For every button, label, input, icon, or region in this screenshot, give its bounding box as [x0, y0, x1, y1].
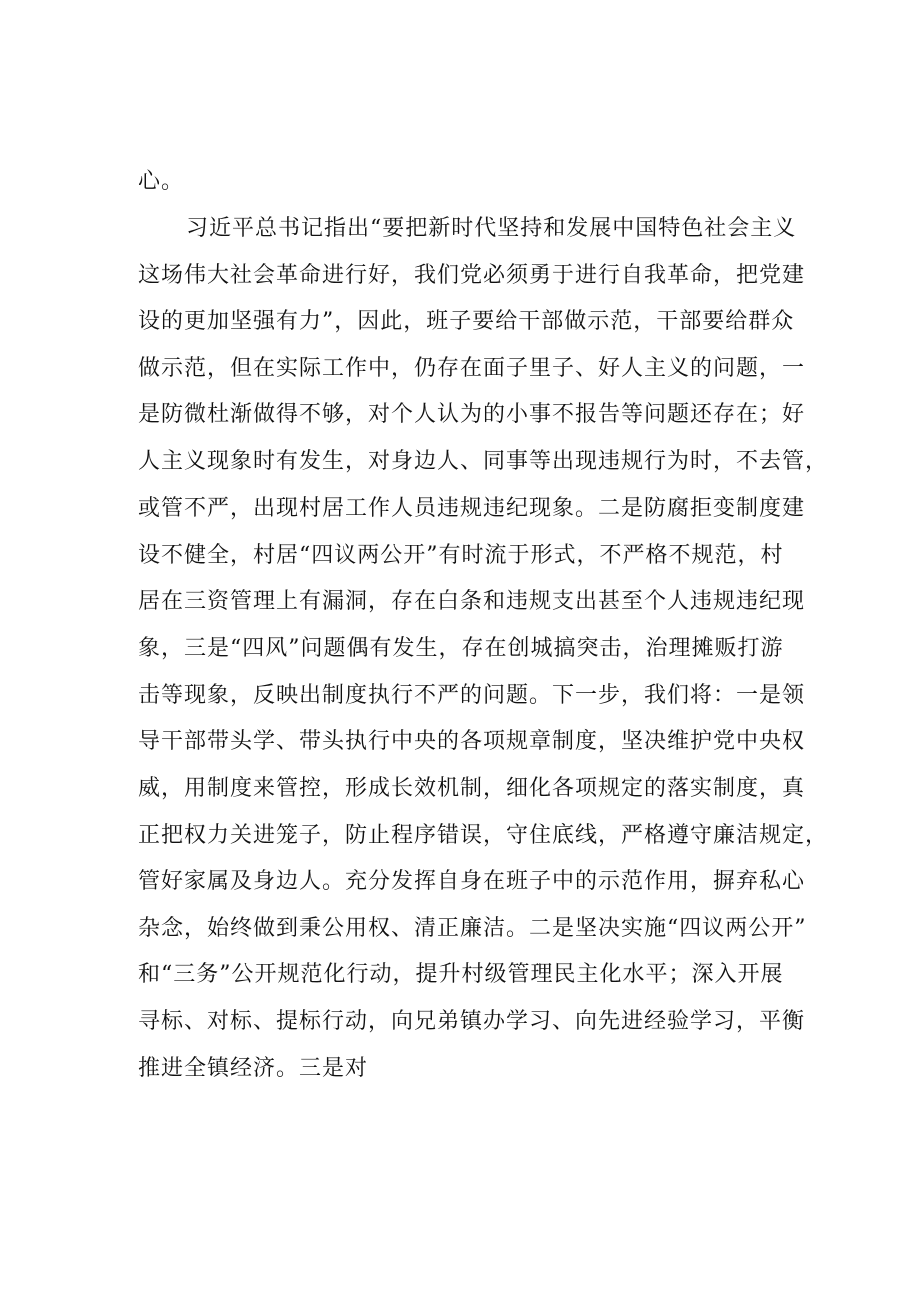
- text-line: 是防微杜渐做得不够，对个人认为的小事不报告等问题还存在；好: [138, 402, 806, 427]
- text-line: 正把权力关进笼子，防止程序错误，守住底线，严格遵守廉洁规定，: [138, 823, 829, 848]
- text-line: 心。: [138, 169, 185, 194]
- text-line: 推进全镇经济。三是对: [138, 1056, 369, 1081]
- text-line: 做示范，但在实际工作中，仍存在面子里子、好人主义的问题，一: [138, 356, 806, 381]
- text-line: 寻标、对标、提标行动，向兄弟镇办学习、向先进经验学习，平衡: [138, 1009, 806, 1034]
- text-line: 设的更加坚强有力”，因此，班子要给干部做示范，干部要给群众: [138, 309, 795, 334]
- text-line: 杂念，始终做到秉公用权、清正廉洁。二是坚决实施“四议两公开”: [138, 916, 807, 941]
- text-line: 这场伟大社会革命进行好，我们党必须勇于进行自我革命，把党建: [138, 263, 806, 288]
- text-line: 管好家属及身边人。充分发挥自身在班子中的示范作用，摒弃私心: [138, 869, 806, 894]
- text-line: 居在三资管理上有漏洞，存在白条和违规支出甚至个人违规违纪现: [138, 589, 806, 614]
- text-line: 或管不严，出现村居工作人员违规违纪现象。二是防腐拒变制度建: [138, 496, 806, 521]
- text-line: 设不健全，村居“四议两公开”有时流于形式，不严格不规范，村: [138, 543, 784, 568]
- text-line: 击等现象，反映出制度执行不严的问题。下一步，我们将：一是领: [138, 683, 806, 708]
- text-line: 人主义现象时有发生，对身边人、同事等出现违规行为时，不去管，: [138, 449, 829, 474]
- text-line: 象，三是“四风”问题偶有发生，存在创城搞突击，治理摊贩打游: [138, 636, 784, 661]
- text-line: 习近平总书记指出“要把新时代坚持和发展中国特色社会主义: [186, 216, 797, 241]
- text-line: 导干部带头学、带头执行中央的各项规章制度，坚决维护党中央权: [138, 729, 806, 754]
- text-line: 和“三务”公开规范化行动，提升村级管理民主化水平；深入开展: [138, 962, 784, 987]
- text-line: 威，用制度来管控，形成长效机制，细化各项规定的落实制度，真: [138, 776, 806, 801]
